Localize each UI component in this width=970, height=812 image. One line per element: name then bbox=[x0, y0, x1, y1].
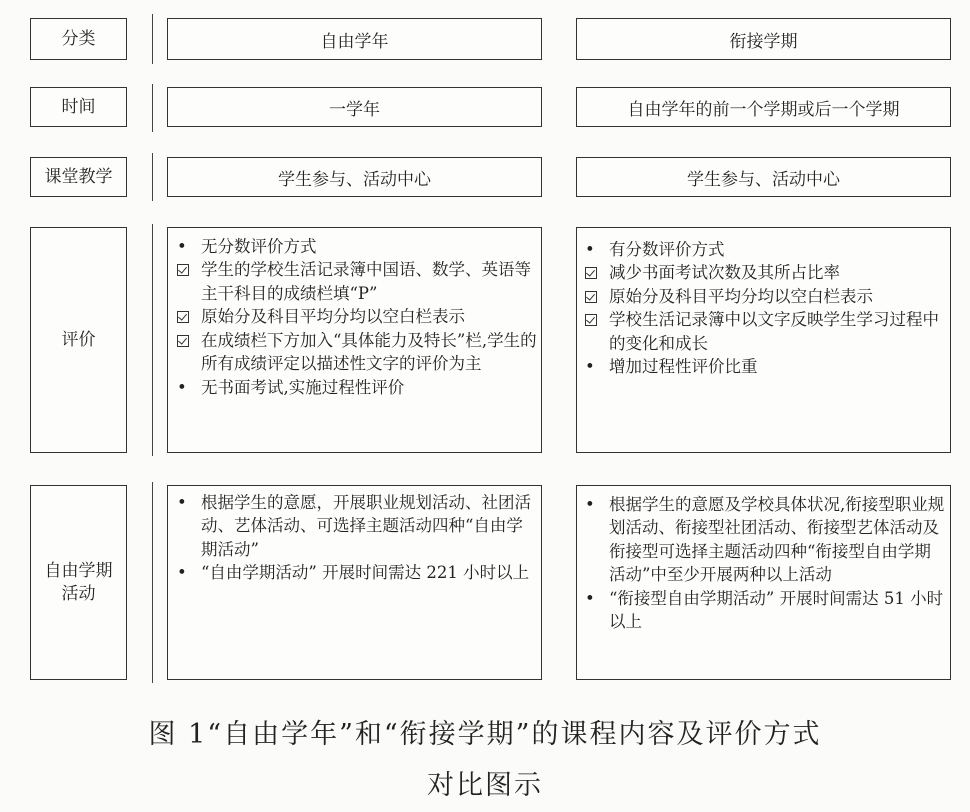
cell-teaching-free-year-text: 学生参与、活动中心 bbox=[278, 169, 431, 190]
cell-category-free-year-text: 自由学年 bbox=[320, 31, 389, 52]
divider-line bbox=[152, 84, 153, 132]
activities-free-year-list bbox=[177, 491, 537, 585]
cell-time-free-year-text: 一学年 bbox=[329, 99, 380, 120]
list-item-text: 根据学生的意愿，开展职业规划活动、社团活动、艺体活动、可选择主题活动四种“自由学期活动” bbox=[201, 493, 531, 559]
cell-time-free-year bbox=[167, 87, 542, 127]
bullet-icon bbox=[177, 491, 195, 514]
cell-teaching-free-year bbox=[167, 157, 542, 197]
cell-time-transition-semester bbox=[576, 87, 951, 127]
list-item bbox=[177, 329, 537, 376]
figure-caption-line2: 对比图示 bbox=[427, 770, 543, 801]
list-item-text: “衔接型自由学期活动” 开展时间需达 51 小时以上 bbox=[609, 588, 944, 632]
divider-line bbox=[152, 153, 153, 201]
list-item-text: 学校生活记录簿中以文字反映学生学习过程中的变化和成长 bbox=[609, 310, 939, 353]
checkbox-checked-icon bbox=[177, 329, 195, 353]
divider-line bbox=[152, 482, 153, 683]
list-item-text: 有分数评价方式 bbox=[609, 240, 725, 259]
list-item-text: 无分数评价方式 bbox=[201, 237, 317, 256]
list-item-text: 原始分及科目平均分均以空白栏表示 bbox=[201, 307, 465, 327]
list-item-text: 根据学生的意愿及学校具体状况,衔接型职业规划活动、衔接型社团活动、衔接型艺体活动及衔接型可选择主题活动四种“衔接型自由学期活动”中至少开展两种以上活动 bbox=[609, 495, 945, 585]
row-label-activities-line2: 活动 bbox=[61, 583, 96, 604]
cell-category-free-year bbox=[167, 18, 542, 60]
list-item bbox=[585, 285, 947, 308]
list-item bbox=[585, 587, 947, 634]
cell-category-transition-semester-text: 衔接学期 bbox=[729, 31, 798, 52]
divider-line bbox=[152, 14, 153, 64]
cell-time-transition-semester-text: 自由学年的前一个学期或后一个学期 bbox=[627, 99, 900, 120]
figure-caption-line1: 图 1“自由学年”和“衔接学期”的课程内容及评价方式 bbox=[148, 719, 822, 750]
cell-category-transition-semester bbox=[576, 18, 951, 60]
list-item bbox=[177, 561, 537, 584]
row-label-activities bbox=[30, 485, 127, 680]
list-item-text: 无书面考试,实施过程性评价 bbox=[201, 377, 405, 397]
list-item-text: 增加过程性评价比重 bbox=[609, 357, 758, 377]
list-item-text: 原始分及科目平均分均以空白栏表示 bbox=[609, 286, 873, 306]
activities-transition-semester-list bbox=[585, 493, 947, 634]
row-label-teaching-text: 课堂教学 bbox=[44, 166, 113, 187]
row-label-time bbox=[30, 87, 127, 127]
checkbox-checked-icon bbox=[585, 285, 603, 309]
row-label-activities-line1: 自由学期 bbox=[44, 560, 113, 581]
checkbox-checked-icon bbox=[585, 308, 603, 332]
list-item bbox=[177, 258, 537, 305]
bullet-icon bbox=[177, 235, 195, 258]
row-label-evaluation-text: 评价 bbox=[61, 329, 96, 350]
row-label-evaluation bbox=[30, 227, 127, 453]
list-item-text: 减少书面考试次数及其所占比率 bbox=[609, 263, 840, 283]
list-item bbox=[585, 238, 947, 261]
list-item bbox=[585, 308, 947, 355]
row-label-time-text: 时间 bbox=[61, 96, 96, 117]
list-item bbox=[177, 376, 537, 399]
list-item-text: 在成绩栏下方加入“具体能力及特长”栏,学生的所有成绩评定以描述性文字的评价为主 bbox=[201, 330, 537, 374]
list-item bbox=[177, 305, 537, 328]
list-item bbox=[177, 235, 537, 258]
bullet-icon bbox=[585, 355, 603, 378]
divider-line bbox=[152, 224, 153, 456]
evaluation-transition-semester-list bbox=[585, 238, 947, 379]
checkbox-checked-icon bbox=[585, 261, 603, 285]
list-item-text: 学生的学校生活记录簿中国语、数学、英语等主干科目的成绩栏填“P” bbox=[201, 260, 531, 303]
list-item bbox=[585, 493, 947, 587]
evaluation-free-year-list bbox=[177, 235, 537, 399]
list-item bbox=[177, 491, 537, 561]
bullet-icon bbox=[585, 493, 603, 516]
list-item-text: “自由学期活动” 开展时间需达 221 小时以上 bbox=[201, 563, 530, 583]
row-label-category-text: 分类 bbox=[61, 28, 96, 49]
list-item bbox=[585, 261, 947, 284]
cell-teaching-transition-semester bbox=[576, 157, 951, 197]
cell-teaching-transition-semester-text: 学生参与、活动中心 bbox=[687, 169, 840, 190]
row-label-teaching bbox=[30, 157, 127, 197]
checkbox-checked-icon bbox=[177, 305, 195, 329]
row-label-category bbox=[30, 18, 127, 60]
bullet-icon bbox=[177, 561, 195, 584]
list-item bbox=[585, 355, 947, 378]
bullet-icon bbox=[585, 238, 603, 261]
bullet-icon bbox=[585, 587, 603, 610]
bullet-icon bbox=[177, 376, 195, 399]
checkbox-checked-icon bbox=[177, 258, 195, 282]
